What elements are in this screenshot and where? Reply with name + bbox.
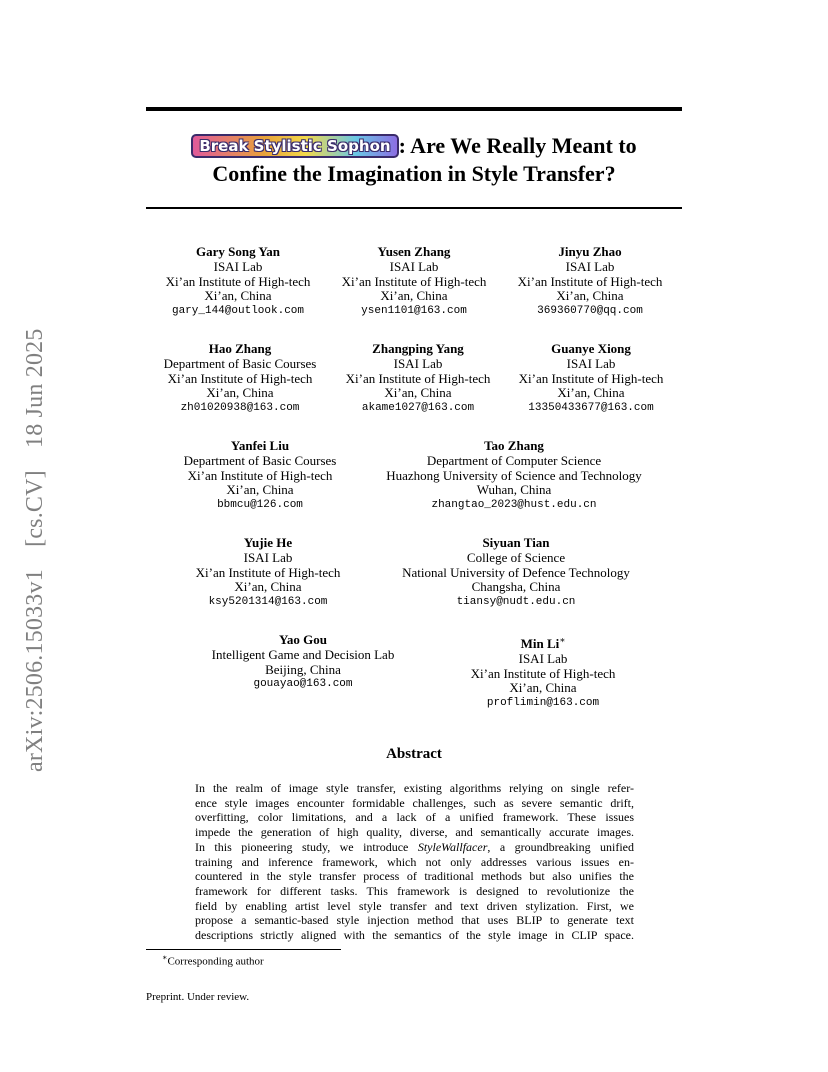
author-affiliation: Xi’an Institute of High-tech — [345, 370, 491, 386]
author-block — [519, 342, 664, 416]
author-block — [196, 536, 341, 610]
title-line-1-suffix: : Are We Really Meant to — [398, 133, 637, 158]
author-email[interactable]: 13350433677@163.com — [528, 402, 654, 415]
author-affiliation: ISAI Lab — [393, 355, 443, 371]
abstract-line: countered in the style transfer process of traditional methods but also unifies the — [195, 869, 634, 884]
footnote-text: Corresponding author — [167, 955, 264, 968]
author-affiliation: Department of Basic Courses — [163, 355, 317, 371]
author-location: Beijing, China — [265, 661, 341, 677]
arxiv-date: 18 Jun 2025 — [22, 328, 48, 448]
author-affiliation: Xi’an Institute of High-tech — [195, 564, 341, 580]
author-block — [166, 245, 311, 319]
arxiv-category: [cs.CV] — [22, 470, 48, 547]
author-location: Xi’an, China — [380, 288, 448, 304]
author-location: Xi’an, China — [226, 482, 294, 498]
author-email[interactable]: akame1027@163.com — [361, 402, 475, 415]
author-affiliation: National University of Defence Technology — [402, 564, 630, 580]
author-name: Siyuan Tian — [482, 535, 550, 550]
author-affiliation: ISAI Lab — [518, 650, 568, 666]
abstract-body — [195, 781, 634, 943]
abstract-line-with-term — [195, 840, 634, 855]
author-affiliation: ISAI Lab — [565, 258, 615, 274]
paper-title — [146, 132, 682, 188]
author-affiliation: Xi’an Institute of High-tech — [165, 273, 311, 289]
author-affiliation: Xi’an Institute of High-tech — [167, 370, 313, 386]
author-affiliation: ISAI Lab — [389, 258, 439, 274]
title-top-rule — [146, 107, 682, 111]
author-name: Hao Zhang — [208, 341, 272, 356]
abstract-line-suffix: , a groundbreaking unified — [487, 839, 635, 854]
author-block — [342, 245, 487, 319]
method-name: StyleWallfacer — [417, 839, 488, 854]
author-email[interactable]: proflimin@163.com — [486, 697, 600, 710]
title-line-1 — [146, 132, 682, 160]
abstract-heading: Abstract — [386, 746, 442, 762]
abstract-line: framework for different tasks. This framework is designed to revolutionize the — [195, 883, 634, 898]
author-location: Xi’an, China — [204, 288, 272, 304]
author-email[interactable]: zh01020938@163.com — [180, 402, 300, 415]
abstract-line: In the realm of image style transfer, existing algorithms relying on single refer- — [195, 781, 634, 795]
author-email[interactable]: bbmcu@126.com — [217, 499, 303, 512]
author-affiliation: Huazhong University of Science and Technology — [386, 467, 642, 483]
abstract-line: ence style images encounter formidable challenges, such as severe semantic drift, — [195, 795, 634, 810]
author-location: Wuhan, China — [476, 482, 552, 498]
author-name — [471, 633, 616, 652]
author-name: Yao Gou — [278, 632, 328, 647]
author-location: Xi’an, China — [384, 385, 452, 401]
author-block — [471, 633, 616, 711]
author-affiliation: Xi’an Institute of High-tech — [517, 273, 663, 289]
author-email[interactable]: gary_144@outlook.com — [171, 305, 305, 318]
author-affiliation: ISAI Lab — [566, 355, 616, 371]
abstract-line: propose a semantic-based style injection method that uses BLIP to generate text — [195, 913, 634, 928]
author-affiliation: Intelligent Game and Decision Lab — [211, 646, 395, 662]
corresponding-mark: ∗ — [559, 635, 566, 645]
author-affiliation: Department of Computer Science — [426, 452, 602, 468]
title-bottom-rule — [146, 207, 682, 209]
author-location: Xi’an, China — [206, 385, 274, 401]
arxiv-id: arXiv:2506.15033v1 — [22, 569, 48, 772]
author-block — [346, 342, 491, 416]
author-affiliation: College of Science — [466, 549, 566, 565]
abstract-line: overfitting, color limitations, and a lack of a unified framework. These issues — [195, 810, 634, 825]
author-email[interactable]: zhangtao_2023@hust.edu.cn — [431, 499, 597, 512]
author-affiliation: Xi’an Institute of High-tech — [518, 370, 664, 386]
author-location: Xi’an, China — [556, 288, 624, 304]
author-name: Gary Song Yan — [195, 244, 281, 259]
footnote — [162, 953, 264, 968]
author-email[interactable]: ysen1101@163.com — [361, 305, 467, 318]
author-email[interactable]: gouayao@163.com — [253, 678, 353, 691]
title-line-2: Confine the Imagination in Style Transfer? — [212, 161, 616, 186]
footnote-rule — [146, 949, 341, 950]
abstract-line-prefix: In this pioneering study, we introduce — [195, 839, 418, 854]
abstract-line: impede the generation of high quality, diverse, and semantically accurate images. — [195, 825, 634, 840]
author-name: Jinyu Zhao — [558, 244, 622, 259]
author-location: Changsha, China — [471, 579, 561, 595]
footnote-mark: ∗ — [162, 953, 168, 962]
author-block — [212, 633, 395, 692]
author-name-text: Min Li — [520, 636, 560, 651]
author-email[interactable]: ksy5201314@163.com — [208, 596, 328, 609]
abstract-line: field by enabling artist level style transfer and text driven stylization. First, we — [195, 898, 634, 913]
abstract-line: training and inference framework, which not only addresses various issues en- — [195, 854, 634, 869]
author-block — [386, 439, 642, 513]
author-block — [518, 245, 663, 319]
author-location: Xi’an, China — [557, 385, 625, 401]
author-name: Guanye Xiong — [551, 341, 631, 356]
title-logo: Break Stylistic Sophon — [191, 134, 398, 158]
author-email[interactable]: tiansy@nudt.edu.cn — [456, 596, 576, 609]
author-name: Yusen Zhang — [377, 244, 451, 259]
author-name: Zhangping Yang — [372, 341, 464, 356]
author-affiliation: Xi’an Institute of High-tech — [341, 273, 487, 289]
author-location: Xi’an, China — [234, 579, 302, 595]
author-affiliation: ISAI Lab — [243, 549, 293, 565]
author-email[interactable]: 369360770@qq.com — [537, 305, 643, 318]
arxiv-stamp — [13, 292, 57, 772]
author-affiliation: Department of Basic Courses — [183, 452, 337, 468]
author-affiliation: Xi’an Institute of High-tech — [187, 467, 333, 483]
author-name: Yanfei Liu — [230, 438, 290, 453]
author-affiliation: ISAI Lab — [213, 258, 263, 274]
author-block — [164, 342, 317, 416]
author-block — [402, 536, 630, 610]
preprint-notice: Preprint. Under review. — [146, 991, 250, 1003]
abstract-line: descriptions strictly aligned with the semantics of the style image in CLIP space. — [195, 928, 634, 943]
author-affiliation: Xi’an Institute of High-tech — [470, 665, 616, 681]
author-name: Tao Zhang — [484, 438, 544, 453]
author-name: Yujie He — [243, 535, 293, 550]
author-block — [184, 439, 337, 513]
author-location: Xi’an, China — [509, 680, 577, 696]
